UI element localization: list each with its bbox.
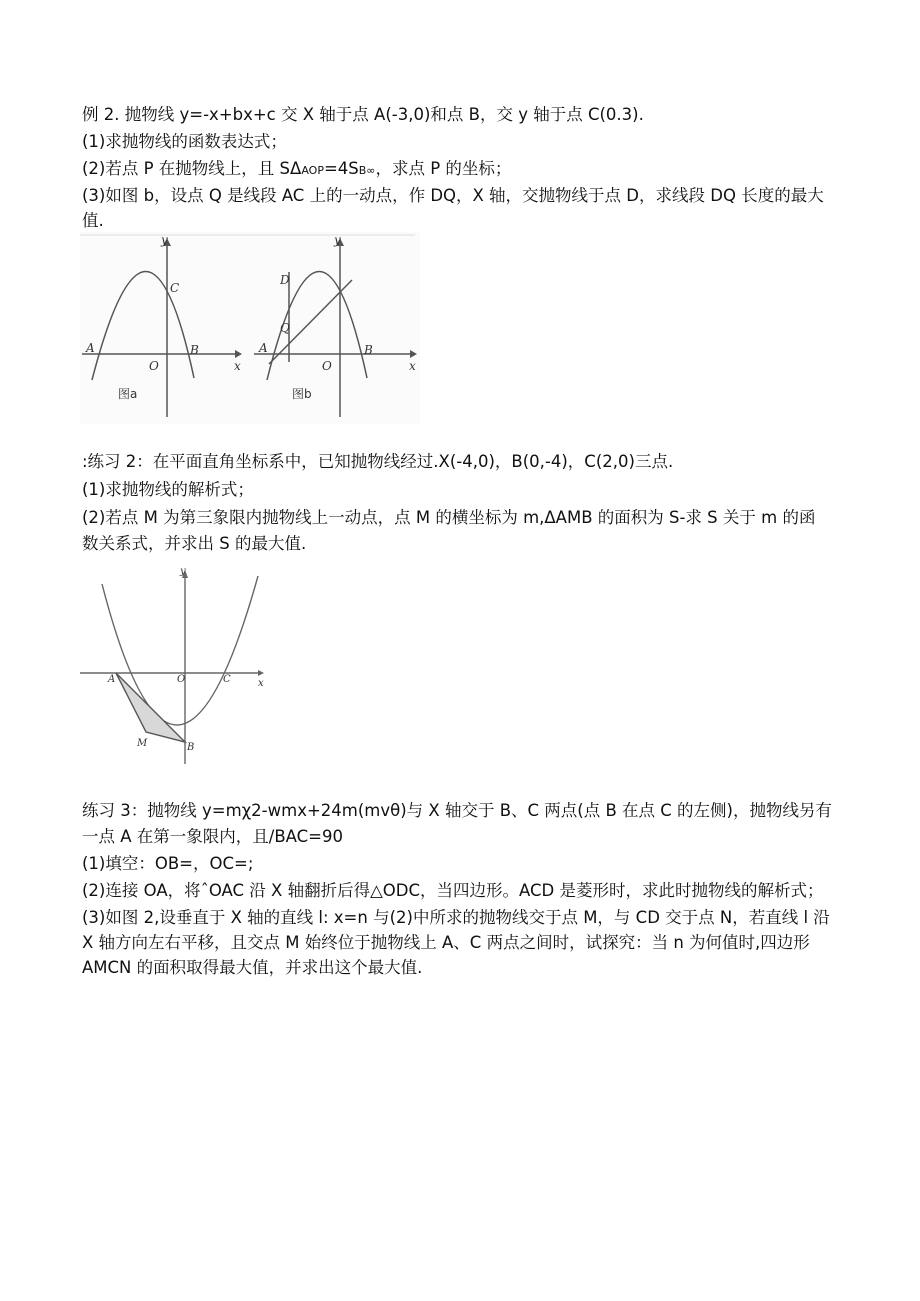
practice2-label-b: B [187,742,195,753]
figure-b-label-b: B [364,343,373,357]
figure-a-label-o: O [149,359,159,373]
practice2-parabola [102,576,258,725]
practice2-label-m: M [137,738,148,749]
example2-q3-line1: (3)如图 b，设点 Q 是线段 AC 上的一动点，作 DQ，X 轴，交抛物线于点 D，求线段 DQ 长度的最大 [82,186,824,205]
practice2-label-c: C [223,674,231,685]
q2-sub-b: B∞ [358,164,376,177]
q2-mid: =4S [323,159,359,178]
figure-b-label-y: y [334,233,341,247]
figure-b-caption: 图b [292,387,312,401]
figure-b-label-o: O [322,359,332,373]
figure-a-label-a: A [86,341,95,355]
practice2-label-x: x [258,678,264,689]
figure-b-label-q: Q [280,321,290,335]
practice2-triangle-amb [116,673,185,742]
figure-b-label-a: A [259,341,268,355]
practice2-q2-line2: 数关系式，并求出 S 的最大值. [82,534,307,553]
practice2-title: :练习 2：在平面直角坐标系中，已知抛物线经过.X(-4,0)，B(0,-4)，C(2,0)三点. [82,452,674,471]
practice3-q3-line2: X 轴方向左右平移，且交点 M 始终位于抛物线上 A、C 两点之间时，试探究：当 n 为何值时,四边形 [82,933,810,952]
figure-a-label-y: y [161,233,168,247]
practice3-title-line1: 练习 3：抛物线 y=mχ2-wmx+24m(mvθ)与 X 轴交于 B、C 两点(点 B 在点 C 的左侧)，抛物线另有 [82,801,832,820]
q2-prefix: (2)若点 P 在抛物线上，且 SΔ [82,159,302,178]
practice3-q2: (2)连接 OA，将ˆOAC 沿 X 轴翻折后得△ODC，当四边形。ACD 是菱形时，求此时抛物线的解析式； [82,881,824,900]
practice3-q3-line3: AMCN 的面积取得最大值，并求出这个最大值. [82,958,423,977]
practice3-q3-line1: (3)如图 2,设垂直于 X 轴的直线 l: x=n 与(2)中所求的抛物线交于点 M，与 CD 交于点 N，若直线 l 沿 [82,908,830,927]
example2-q2 [82,158,511,182]
practice2-label-a: A [108,674,116,685]
figure-a-label-c: C [170,281,180,295]
q2-sub-aop: AOP [301,164,324,177]
q2-suffix: ，求点 P 的坐标； [375,159,512,178]
example2-q1: (1)求抛物线的函数表达式； [82,132,287,151]
figure-a-label-x: x [234,359,241,373]
example2-title: 例 2. 抛物线 y=-x+bx+c 交 X 轴于点 A(-3,0)和点 B，交 y 轴于点 C(0.3). [82,105,644,124]
practice2-q2-line1: (2)若点 M 为第三象限内抛物线上一动点，点 M 的横坐标为 m,ΔAMB 的面积为 S-求 S 关于 m 的函 [82,508,816,527]
figure-b-label-d: D [280,273,290,287]
example2-q3-line2: 值. [82,211,104,230]
practice3-q1: (1)填空：OB=，OC=; [82,854,254,873]
figure-ab [80,232,420,424]
practice2-q1: (1)求抛物线的解析式； [82,480,254,499]
practice2-label-o: O [177,674,186,685]
figure-a-label-b: B [190,343,199,357]
figure-a-caption: 图a [118,387,138,401]
figure-practice2 [80,562,270,768]
practice3-title-line2: 一点 A 在第一象限内，且/BAC=90 [82,827,343,846]
figure-b-label-x: x [409,359,416,373]
practice2-label-y: y [180,566,186,577]
